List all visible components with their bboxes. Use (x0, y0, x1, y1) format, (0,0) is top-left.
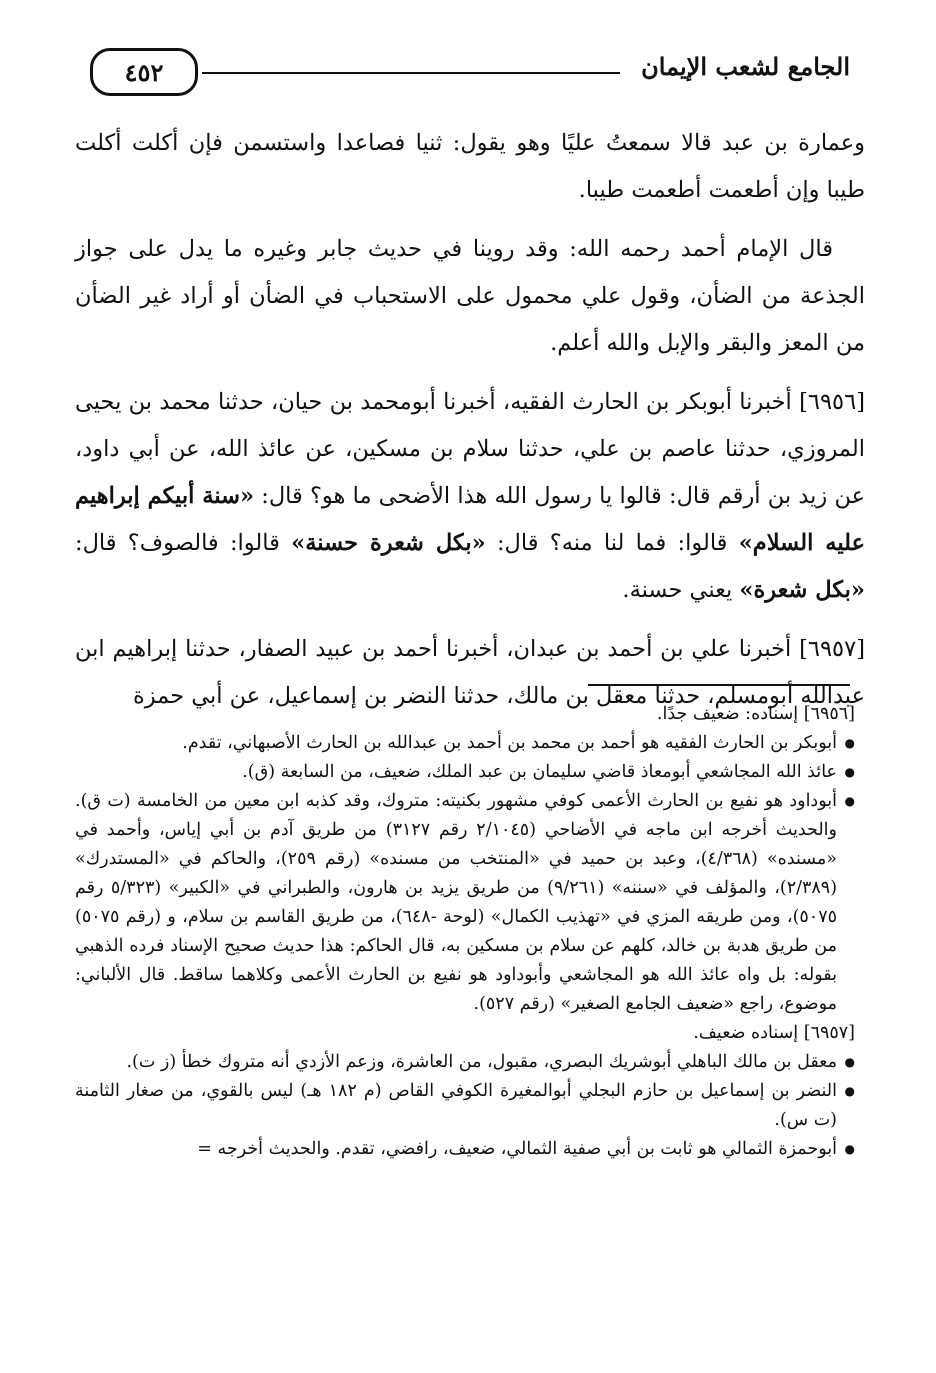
hadith-number: [٦٩٥٧] (799, 636, 865, 662)
footnote-heading: [٦٩٥٦] إسناده: ضعيف جدًا. (656, 704, 855, 724)
footnote-item: ● النضر بن إسماعيل بن حازم البجلي أبوالمغيرة الكوفي القاص (م ١٨٢ هـ) ليس بالقوي، من صغار الثامنة (ت س). (75, 1077, 855, 1135)
footnote-item: ● أبوداود هو نفيع بن الحارث الأعمى كوفي مشهور بكنيته: متروك، وقد كذبه ابن معين من الخامسة (ت ق). والحديث أخرجه ابن ماجه في الأضاحي (٢/١٠٤٥ رقم ٣١٢٧) من طريق آدم بن أبي إياس، وأحمد في «مسنده» (٤/٣٦٨)، وعبد بن حميد في «المنتخب من مسنده» (رقم ٢٥٩)، والحاكم في «المستدرك» (٢/٣٨٩)، والمؤلف في «سننه» (٩/٢٦١) من طريق يزيد بن هارون، والطبراني في «الكبير» (٥/٣٢٣ رقم ٥٠٧٥)، ومن طريقه المزي في «تهذيب الكمال» (لوحة -٦٤٨)، من طريق القاسم بن سلام، و (رقم ٥٠٧٥) من طريق هدبة بن خالد، كلهم عن سلام بن مسكين به، قال الحاكم: هذا حديث صحيح الإسناد فرده الذهبي بقوله: بل واه عائذ الله هو المجاشعي وأبوداود هو نفيع بن الحارث الأعمى وكلاهما ساقط. قال الألباني: موضوع، راجع «ضعيف الجامع الصغير» (رقم ٥٢٧). (75, 787, 855, 1019)
footnote-item: ● أبوبكر بن الحارث الفقيه هو أحمد بن محمد بن أحمد بن عبدالله بن الحارث الأصبهاني، تقدم. (75, 729, 855, 758)
hadith-quote: «سنة أبيكم إبراهيم عليه السلام» (75, 483, 866, 556)
hadith-text: أخبرنا علي بن أحمد بن عبدان، أخبرنا أحمد بن عبيد الصفار، حدثنا إبراهيم ابن عبدالله أبومسلم، حدثنا معقل بن مالك، حدثنا النضر بن إسماعيل، عن أبي حمزة (75, 636, 865, 709)
hadith-number: [٦٩٥٦] (799, 389, 866, 415)
page-number-badge (90, 48, 198, 96)
book-title: الجامع لشعب الإيمان (641, 52, 850, 81)
hadith-quote: «بكل شعرة» (739, 577, 865, 603)
hadith-6956 (75, 379, 865, 614)
page-number: ٤٥٢ (124, 57, 164, 87)
main-text (75, 120, 865, 732)
hadith-text: يعني حسنة. (622, 577, 733, 603)
footnotes (75, 700, 855, 1164)
footnote-item: ● عائذ الله المجاشعي أبومعاذ قاضي سليمان بن عبد الملك، ضعيف، من السابعة (ق). (75, 758, 855, 787)
hadith-quote: «بكل شعرة حسنة» (291, 530, 486, 556)
header-rule (202, 72, 620, 74)
footnote-separator (588, 684, 850, 686)
hadith-text: أخبرنا أبوبكر بن الحارث الفقيه، أخبرنا أبومحمد بن حيان، حدثنا محمد بن يحيى المروزي، حدثنا عاصم بن علي، حدثنا سلام بن مسكين، عن عائذ الله، عن أبي داود، عن زيد بن أرقم قال: قالوا يا رسول الله هذا الأضحى ما هو؟ قال: (75, 389, 866, 509)
paragraph-imam-comment: قال الإمام أحمد رحمه الله: وقد روينا في حديث جابر وغيره ما يدل على جواز الجذعة من الضأن، وقول علي محمول على الاستحباب في الضأن أو أراد غير الضأن من المعز والبقر والإبل والله أعلم. (75, 236, 865, 356)
footnote-item: ● معقل بن مالك الباهلي أبوشريك البصري، مقبول، من العاشرة، وزعم الأزدي أنه متروك خطأ (ز ت). (75, 1048, 855, 1077)
paragraph-continuation: وعمارة بن عبد قالا سمعتُ عليًا وهو يقول: ثنيا فصاعدا واستسمن فإن أكلت أكلت طيبا وإن أطعمت أطعمت طيبا. (75, 130, 865, 203)
hadith-text: قالوا: فما لنا منه؟ قال: (496, 530, 728, 556)
footnote-heading: [٦٩٥٧] إسناده ضعيف. (693, 1023, 855, 1043)
hadith-text: قالوا: فالصوف؟ قال: (75, 530, 280, 556)
footnote-item: ● أبوحمزة الثمالي هو ثابت بن أبي صفية الثمالي، ضعيف، رافضي، تقدم. والحديث أخرجه = (75, 1135, 855, 1164)
page-header (70, 40, 860, 100)
